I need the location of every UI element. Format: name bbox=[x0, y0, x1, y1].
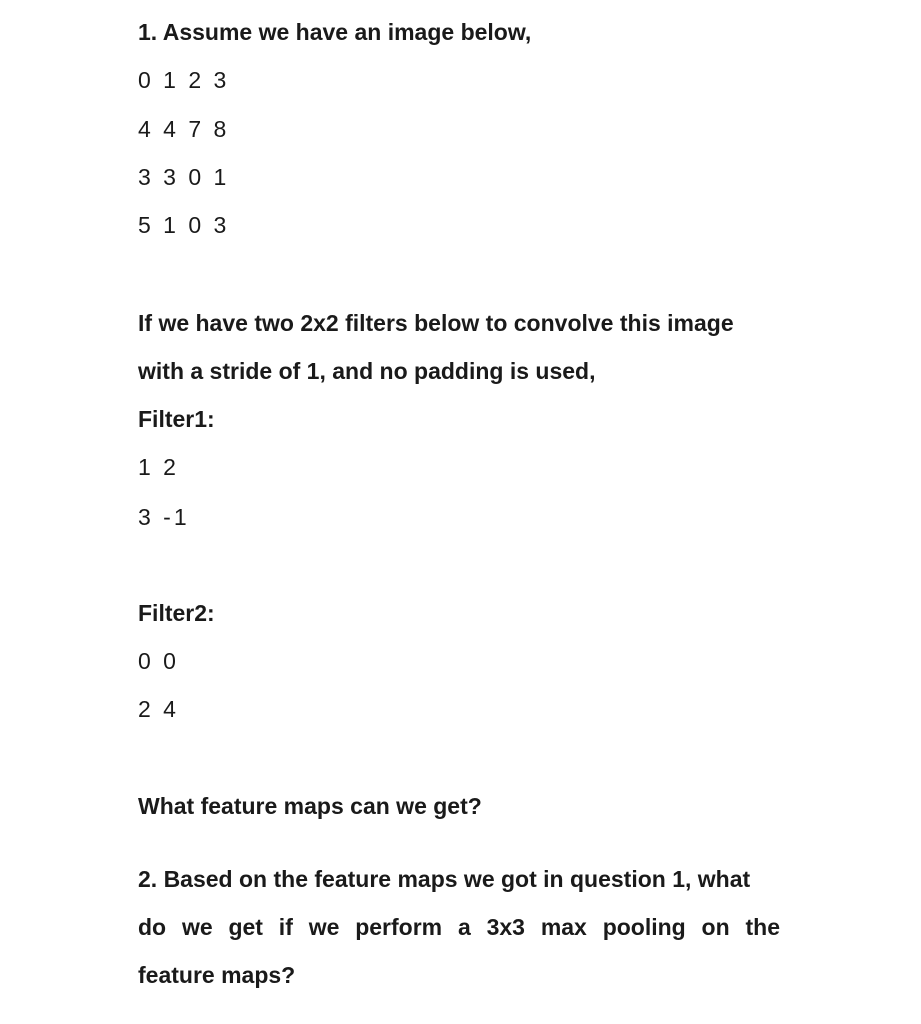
filter1-row-2: 3 -1 bbox=[138, 504, 190, 530]
image-row-2: 4 4 7 8 bbox=[138, 116, 230, 142]
image-row-1: 0 1 2 3 bbox=[138, 67, 230, 93]
image-row-4: 5 1 0 3 bbox=[138, 212, 230, 238]
question-1-prompt: What feature maps can we get? bbox=[138, 793, 482, 819]
filters-description-line-2: with a stride of 1, and no padding is used, bbox=[138, 358, 596, 384]
image-row-3: 3 3 0 1 bbox=[138, 164, 230, 190]
question-2-line-3: feature maps? bbox=[138, 962, 296, 988]
filter2-row-2: 2 4 bbox=[138, 696, 179, 722]
filters-description-line-1: If we have two 2x2 filters below to convolve this image bbox=[138, 310, 734, 336]
filter1-label: Filter1: bbox=[138, 406, 215, 432]
question-2-line-1: 2. Based on the feature maps we got in question 1, what bbox=[138, 866, 751, 892]
filter1-row-1: 1 2 bbox=[138, 454, 179, 480]
filter2-label: Filter2: bbox=[138, 600, 215, 626]
question-2-line-2: do we get if we perform a 3x3 max pooling on the bbox=[138, 914, 780, 940]
filter2-row-1: 0 0 bbox=[138, 648, 179, 674]
question-1-intro: 1. Assume we have an image below, bbox=[138, 19, 532, 45]
